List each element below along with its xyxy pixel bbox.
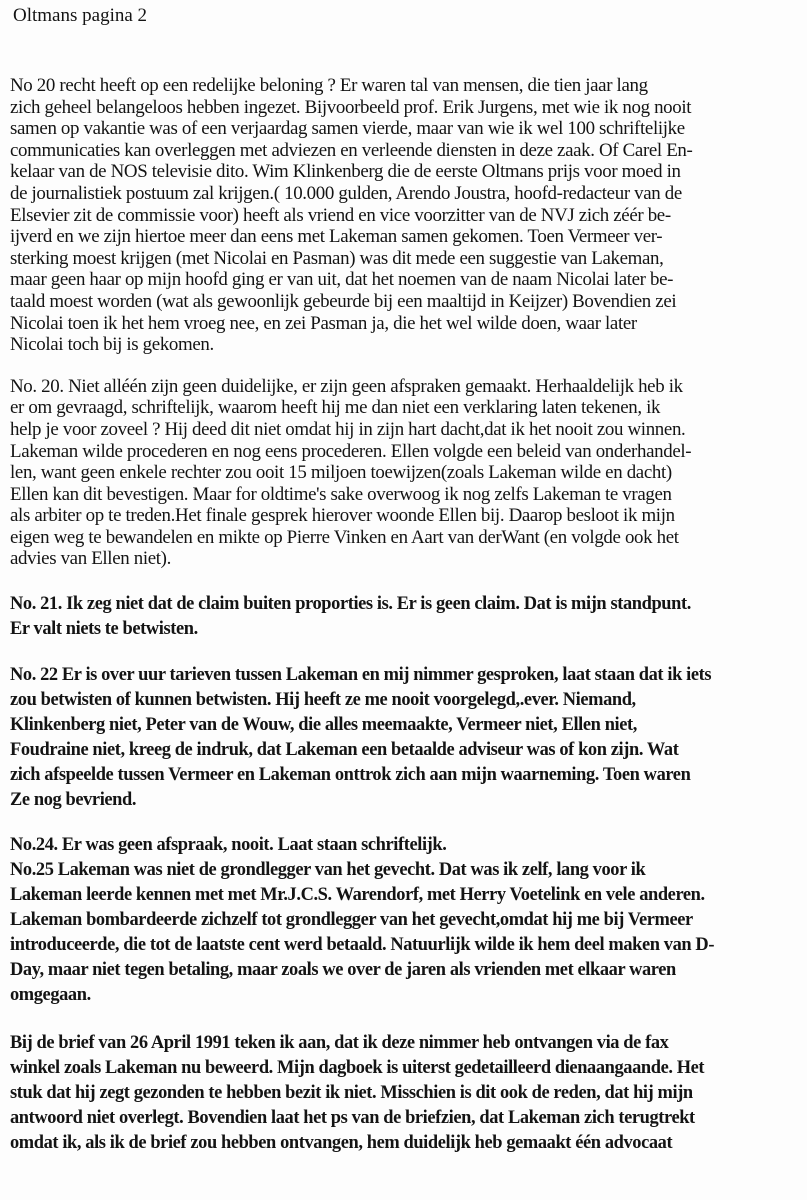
text-line: advies van Ellen niet). [10,548,172,570]
text-line: No. 20. Niet alléén zijn geen duidelijke, er zijn geen afspraken gemaakt. Herhaaldelijk heb ik [10,375,683,397]
text-line: omgegaan. [10,985,91,1006]
paragraph-no20-beloning [10,75,800,356]
paragraph-no24-no25 [10,833,800,1008]
text-line: introduceerde, die tot de laatste cent werd betaald. Natuurlijk wilde ik hem deel maken van D- [10,935,715,956]
text-line: Nicolai toch bij is gekomen. [10,334,214,356]
text-line: Ellen kan dit bevestigen. Maar for oldtime's sake overwoog ik nog zelfs Lakeman te vragen [10,483,672,505]
text-line: No.25 Lakeman was niet de grondlegger van het gevecht. Dat was ik zelf, lang voor ik [10,860,646,881]
text-line: No.24. Er was geen afspraak, nooit. Laat staan schriftelijk. [10,835,447,856]
text-line: samen op vakantie was of een verjaardag samen vierde, maar van wie ik wel 100 schriftelijke [10,118,685,140]
text-line: Lakeman leerde kennen met met Mr.J.C.S. Warendorf, met Herry Voetelink en vele anderen. [10,885,705,906]
text-line: Lakeman bombardeerde zichzelf tot grondlegger van het gevecht,omdat hij me bij Vermeer [10,910,693,931]
text-line: communicaties kan overleggen met adviezen en verleende diensten in deze zaak. Of Carel En- [10,139,693,161]
text-line: kelaar van de NOS televisie dito. Wim Klinkenberg die de eerste Oltmans prijs voor moed in [10,161,681,183]
text-line: len, want geen enkele rechter zou ooit 15 miljoen toewijzen(zoals Lakeman wilde en dacht) [10,462,672,484]
text-line: omdat ik, als ik de brief zou hebben ontvangen, hem duidelijk heb gemaakt één advocaat [10,1133,673,1154]
paragraph-spacer [10,642,800,663]
text-line: ijverd en we zijn hiertoe meer dan eens met Lakeman samen gekomen. Toen Vermeer ver- [10,226,663,248]
text-line: stuk dat hij zegt gezonden te hebben bezit ik niet. Misschien is dit ook de reden, dat hij mijn [10,1083,693,1104]
text-line: de journalistiek postuum zal krijgen.( 10.000 gulden, Arendo Joustra, hoofd-redacteur van de [10,182,682,204]
text-line: No. 22 Er is over uur tarieven tussen Lakeman en mij nimmer gesproken, laat staan dat ik iets [10,665,712,686]
text-line: Lakeman wilde procederen en nog eens procederen. Ellen volgde een beleid van onderhandel- [10,440,692,462]
paragraph-brief-26-april-1991 [10,1031,800,1156]
text-line: er om gevraagd, schriftelijk, waarom heeft hij me dan niet een verklaring laten tekenen, ik [10,397,661,419]
text-line: Er valt niets te betwisten. [10,619,198,640]
paragraph-no21 [10,592,800,642]
text-line: No. 21. Ik zeg niet dat de claim buiten proporties is. Er is geen claim. Dat is mijn standpunt. [10,594,691,615]
paragraph-spacer [10,356,800,376]
text-line: maar geen haar op mijn hoofd ging er van uit, dat het noemen van de naam Nicolai later be- [10,269,674,291]
paragraph-spacer [10,1008,800,1031]
text-line: help je voor zoveel ? Hij deed dit niet omdat hij in zijn hart dacht,dat ik het nooit zou winnen. [10,418,686,440]
page-header: Oltmans pagina 2 [13,5,148,26]
text-line: Klinkenberg niet, Peter van de Wouw, die alles meemaakte, Vermeer niet, Ellen niet, [10,715,637,736]
text-line: Ze nog bevriend. [10,790,137,811]
document-body [10,75,800,1156]
text-line: winkel zoals Lakeman nu beweerd. Mijn dagboek is uiterst gedetailleerd dienaangaande. Het [10,1058,705,1079]
text-line: Bij de brief van 26 April 1991 teken ik aan, dat ik deze nimmer heb ontvangen via de fax [10,1033,669,1054]
text-line: No 20 recht heeft op een redelijke beloning ? Er waren tal van mensen, die tien jaar lang [10,75,648,96]
paragraph-spacer [10,570,800,592]
text-line: antwoord niet overlegt. Bovendien laat het ps van de briefzien, dat Lakeman zich terugtrekt [10,1108,695,1129]
text-line: taald moest worden (wat als gewoonlijk gebeurde bij een maaltijd in Keijzer) Bovendien zei [10,290,677,312]
text-line: Elsevier zit de commissie voor) heeft als vriend en vice voorzitter van de NVJ zich zéér be- [10,204,671,226]
text-line: sterking moest krijgen (met Nicolai en Pasman) was dit mede een suggestie van Lakeman, [10,247,664,269]
text-line: als arbiter op te treden.Het finale gesprek hierover woonde Ellen bij. Daarop besloot ik mijn [10,505,675,527]
text-line: eigen weg te bewandelen en mikte op Pierre Vinken en Aart van derWant (en volgde ook het [10,526,679,548]
text-line: zou betwisten of kunnen betwisten. Hij heeft ze me nooit voorgelegd,.ever. Niemand, [10,690,636,711]
text-line: Nicolai toen ik het hem vroeg nee, en zei Pasman ja, die het wel wilde doen, waar later [10,312,637,334]
text-line: zich afspeelde tussen Vermeer en Lakeman onttrok zich aan mijn waarneming. Toen waren [10,765,691,786]
text-line: zich geheel belangeloos hebben ingezet. Bijvoorbeeld prof. Erik Jurgens, met wie ik nog nooit [10,96,692,118]
text-line: Day, maar niet tegen betaling, maar zoals we over de jaren als vrienden met elkaar waren [10,960,676,981]
paragraph-no20-afspraken [10,376,800,570]
text-line: Foudraine niet, kreeg de indruk, dat Lakeman een betaalde adviseur was of kon zijn. Wat [10,740,679,761]
paragraph-spacer [10,813,800,833]
paragraph-no22 [10,663,800,813]
